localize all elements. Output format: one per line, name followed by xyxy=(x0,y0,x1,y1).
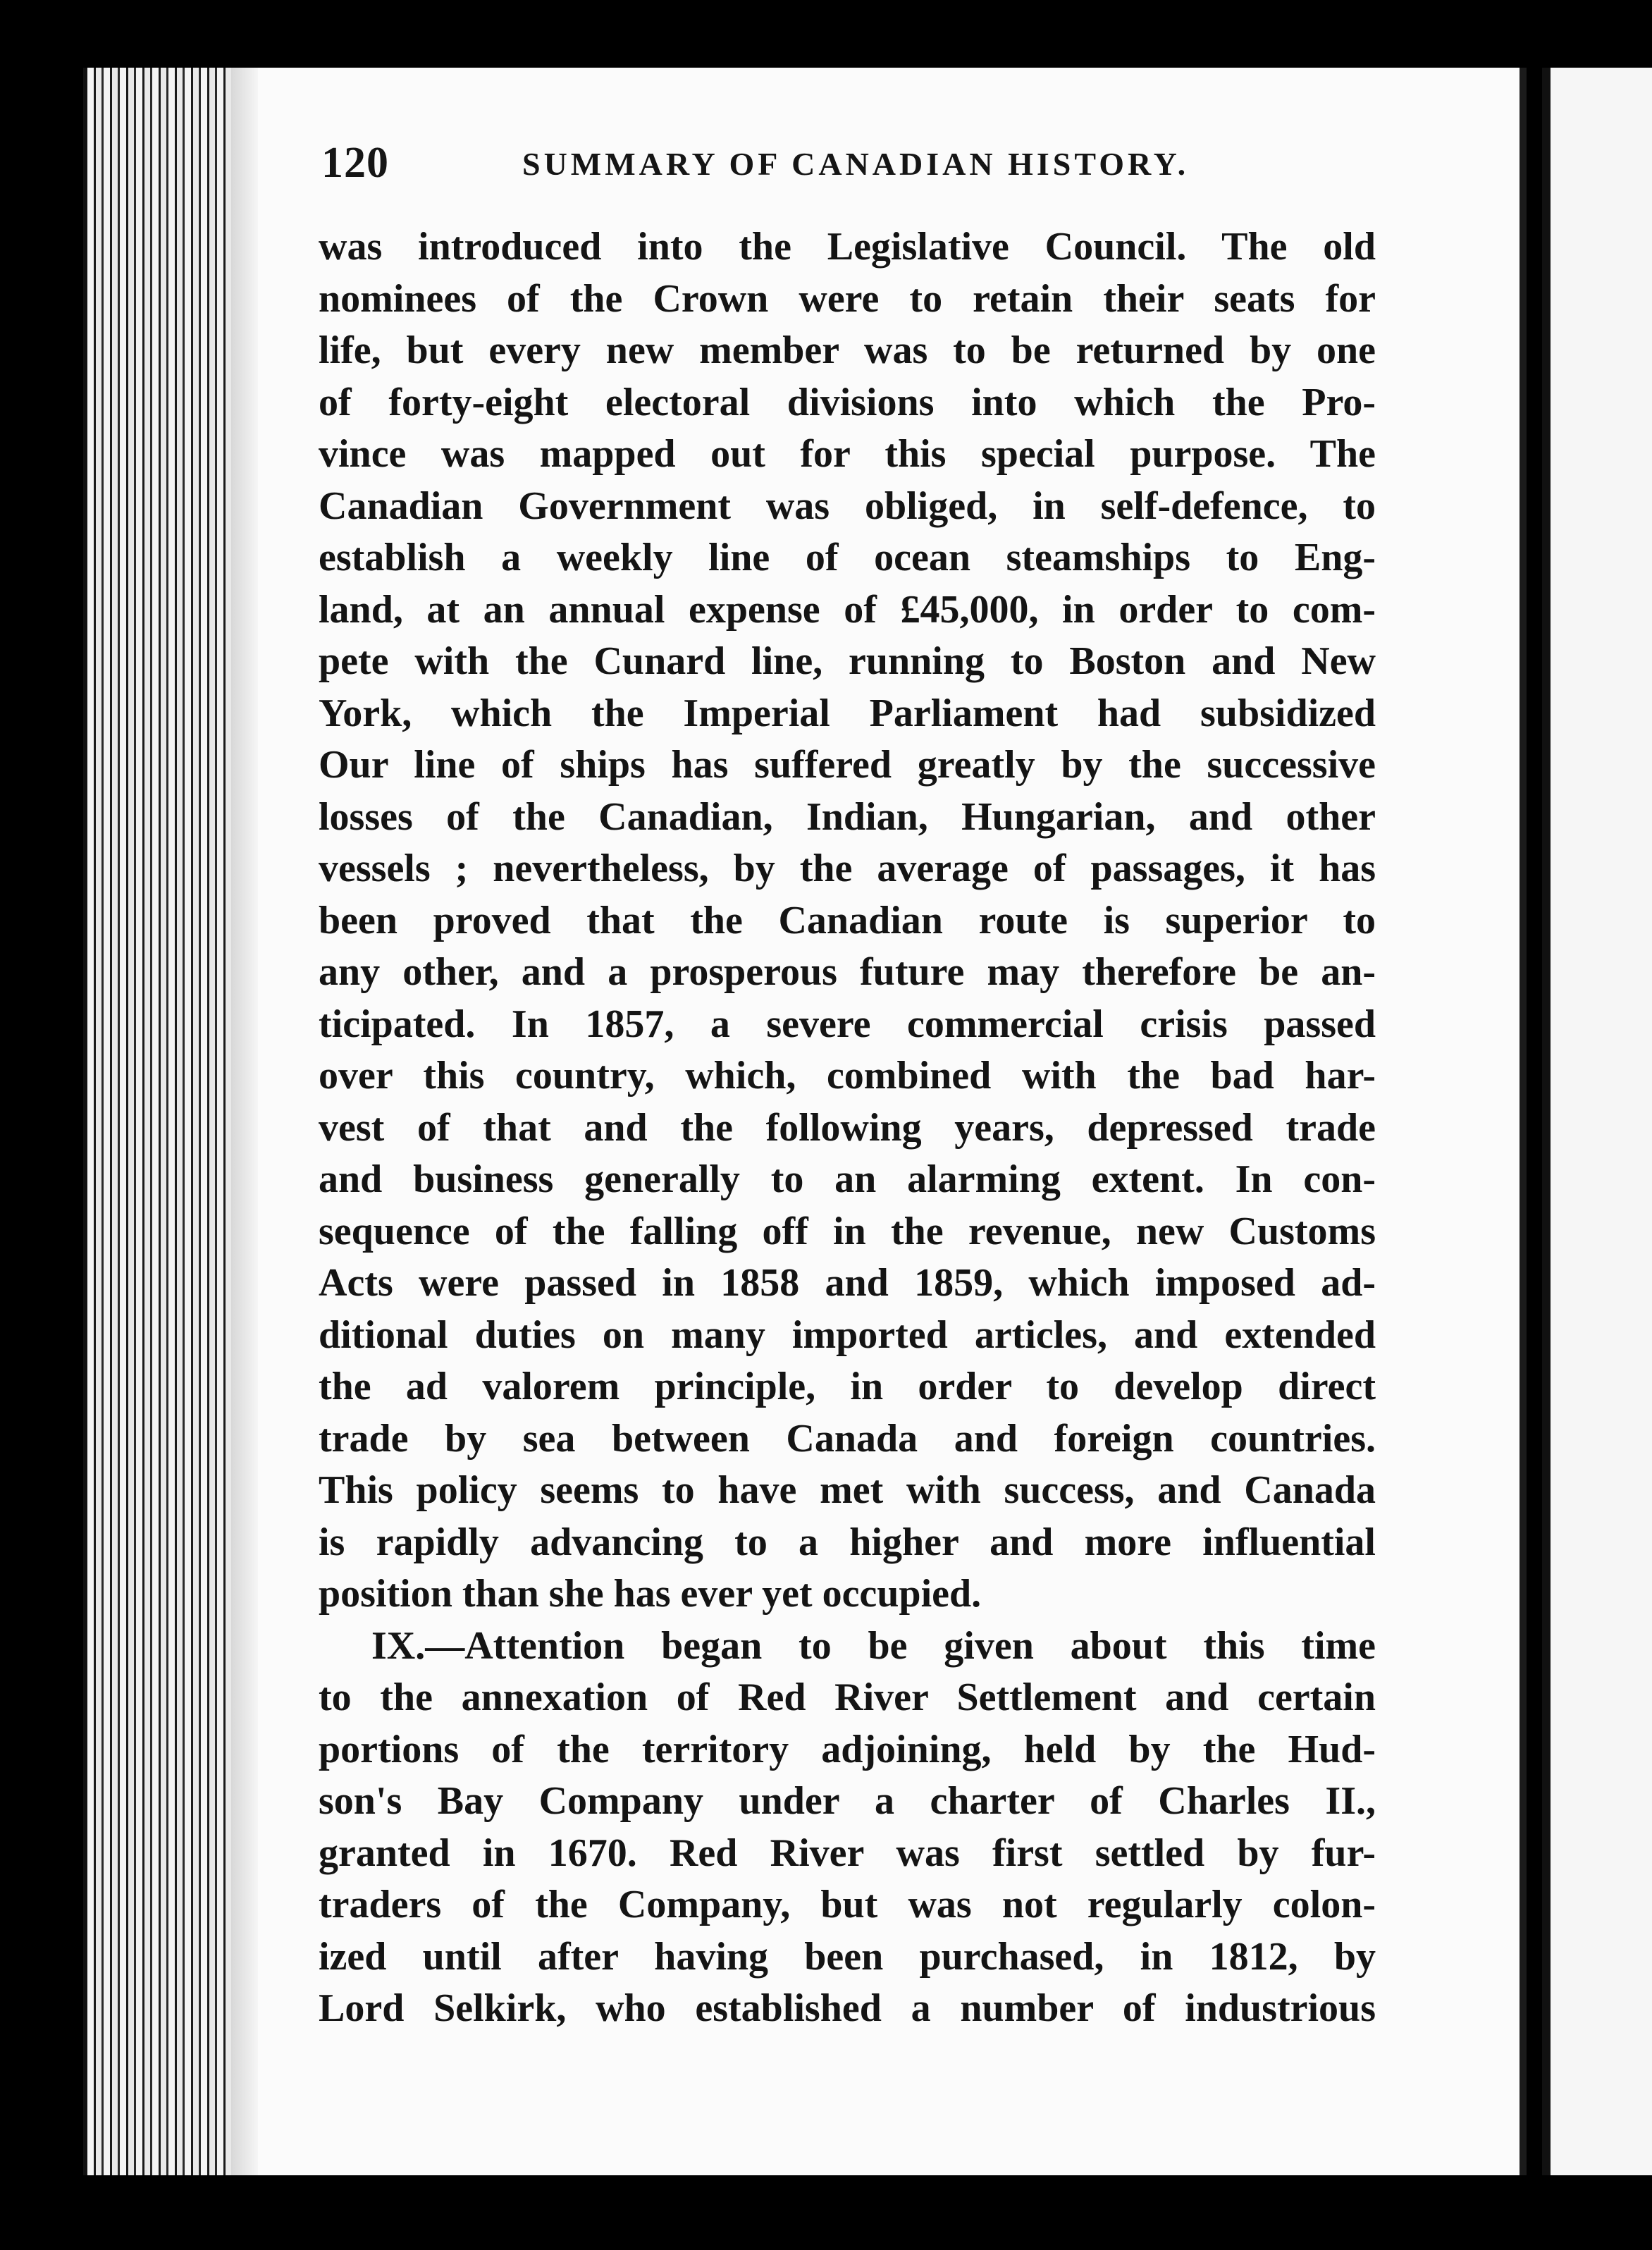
text-line: son's Bay Company under a charter of Charles II., xyxy=(319,1779,1376,1823)
text-line: any other, and a prosperous future may therefore be an- xyxy=(319,950,1376,994)
text-line: to the annexation of Red River Settlement and certain xyxy=(319,1676,1376,1719)
text-line: Canadian Government was obliged, in self-defence, to xyxy=(319,484,1376,528)
text-line: Acts were passed in 1858 and 1859, which imposed ad- xyxy=(319,1261,1376,1305)
text-line: losses of the Canadian, Indian, Hungarian, and other xyxy=(319,794,1376,839)
text-line: Lord Selkirk, who established a number of industrious xyxy=(319,1986,1376,2030)
text-line: portions of the territory adjoining, held by the Hud- xyxy=(319,1727,1376,1771)
text-line: vessels ; nevertheless, by the average of passages, it has xyxy=(319,847,1376,890)
text-line: land, at an annual expense of £45,000, in order to com- xyxy=(319,587,1376,632)
text-line: of forty-eight electoral divisions into which the Pro- xyxy=(319,380,1376,424)
text-line: traders of the Company, but was not regularly colon- xyxy=(319,1883,1376,1926)
text-line: ditional duties on many imported articles, and extended xyxy=(319,1312,1376,1357)
text-line: This policy seems to have met with success, and Canada xyxy=(319,1468,1376,1512)
text-line: been proved that the Canadian route is superior to xyxy=(319,898,1376,942)
text-line: establish a weekly line of ocean steamships to Eng- xyxy=(319,536,1376,579)
text-line: ticipated. In 1857, a severe commercial crisis passed xyxy=(319,1002,1376,1046)
text-line: pete with the Cunard line, running to Boston and New xyxy=(319,639,1376,683)
page-header xyxy=(321,138,1379,195)
text-line: and business generally to an alarming extent. In con- xyxy=(319,1157,1376,1201)
running-head: SUMMARY OF CANADIAN HISTORY. xyxy=(522,146,1190,182)
text-line: York, which the Imperial Parliament had subsidized xyxy=(319,691,1376,735)
text-line: nominees of the Crown were to retain their seats for xyxy=(319,276,1376,321)
text-line: over this country, which, combined with the bad har- xyxy=(319,1054,1376,1098)
text-line: the ad valorem principle, in order to develop direct xyxy=(319,1365,1376,1408)
facing-page-edge xyxy=(1542,68,1652,2175)
text-line: was introduced into the Legislative Council. The old xyxy=(319,225,1376,269)
text-line: position than she has ever yet occupied. xyxy=(319,1572,982,1616)
text-line: is rapidly advancing to a higher and more influential xyxy=(319,1520,1376,1564)
text-line: vest of that and the following years, depressed trade xyxy=(319,1105,1376,1150)
text-line: trade by sea between Canada and foreign countries. xyxy=(319,1416,1376,1461)
text-line: Our line of ships has suffered greatly by the successive xyxy=(319,743,1376,787)
text-line: life, but every new member was to be returned by one xyxy=(319,328,1376,372)
book-page xyxy=(258,68,1527,2175)
text-line: vince was mapped out for this special purpose. The xyxy=(319,432,1376,476)
body-text xyxy=(319,221,1376,2035)
text-line: granted in 1670. Red River was first settled by fur- xyxy=(319,1831,1376,1875)
text-line: ized until after having been purchased, in 1812, by xyxy=(319,1934,1376,1979)
page-number: 120 xyxy=(321,139,389,187)
text-line: sequence of the falling off in the revenue, new Customs xyxy=(319,1209,1376,1253)
page-gutter xyxy=(231,68,259,2175)
section-start-line: IX.—Attention began to be given about this time xyxy=(371,1623,1376,1668)
